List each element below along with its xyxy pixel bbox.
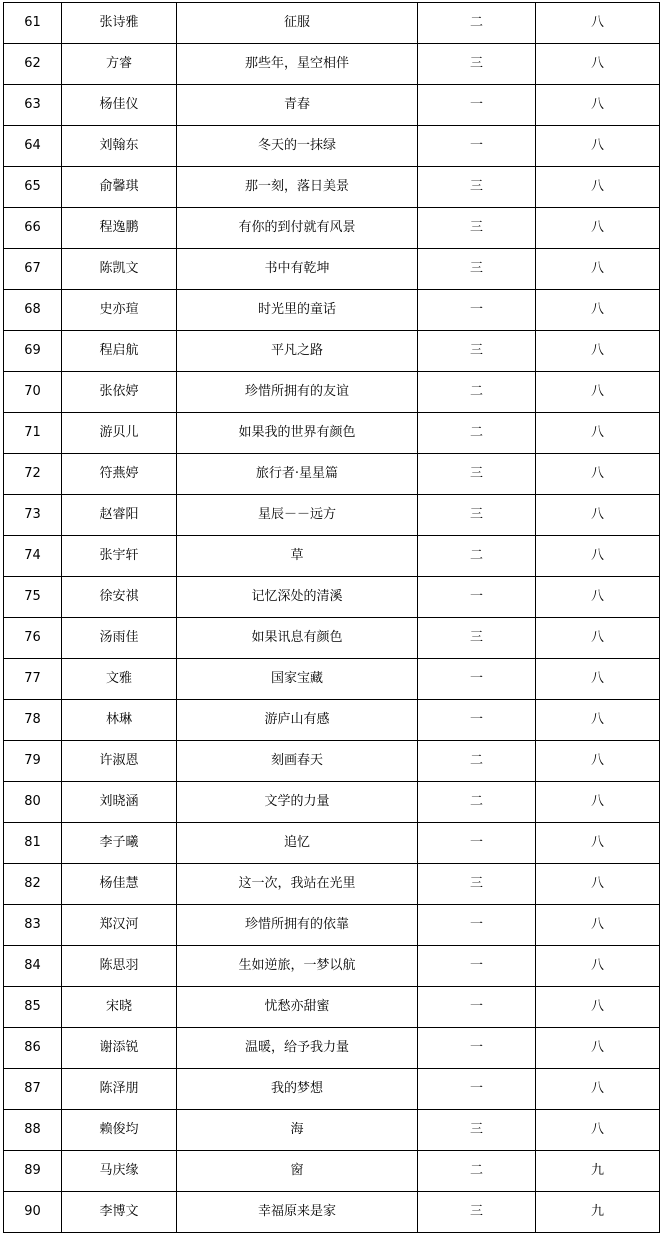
table-cell-class: 八 <box>536 618 660 659</box>
table-cell-grade: 三 <box>418 331 536 372</box>
table-cell-name: 刘晓涵 <box>62 782 177 823</box>
table-cell-title: 征服 <box>177 3 418 44</box>
table-cell-index: 68 <box>4 290 62 331</box>
table-row <box>4 1151 660 1192</box>
table-cell-index: 90 <box>4 1192 62 1233</box>
table-cell-class: 八 <box>536 700 660 741</box>
table-cell-class: 八 <box>536 44 660 85</box>
table-cell-index: 74 <box>4 536 62 577</box>
table-cell-index: 63 <box>4 85 62 126</box>
table-cell-index: 64 <box>4 126 62 167</box>
table-cell-name: 张依婷 <box>62 372 177 413</box>
table-cell-name: 杨佳仪 <box>62 85 177 126</box>
table-cell-title: 冬天的一抹绿 <box>177 126 418 167</box>
entry-table <box>3 2 660 1233</box>
table-cell-name: 杨佳慧 <box>62 864 177 905</box>
table-row <box>4 741 660 782</box>
table-row <box>4 659 660 700</box>
table-cell-name: 赵睿阳 <box>62 495 177 536</box>
table-cell-index: 82 <box>4 864 62 905</box>
table-cell-grade: 三 <box>418 454 536 495</box>
table-cell-class: 八 <box>536 1110 660 1151</box>
table-row <box>4 3 660 44</box>
table-cell-name: 文雅 <box>62 659 177 700</box>
table-cell-class: 九 <box>536 1192 660 1233</box>
table-cell-class: 八 <box>536 331 660 372</box>
table-cell-name: 陈思羽 <box>62 946 177 987</box>
table-row <box>4 536 660 577</box>
table-cell-grade: 一 <box>418 577 536 618</box>
table-cell-grade: 三 <box>418 167 536 208</box>
table-cell-grade: 二 <box>418 782 536 823</box>
table-cell-name: 俞馨琪 <box>62 167 177 208</box>
table-cell-class: 八 <box>536 208 660 249</box>
table-cell-grade: 二 <box>418 1151 536 1192</box>
table-cell-index: 76 <box>4 618 62 659</box>
table-cell-name: 李子曦 <box>62 823 177 864</box>
table-cell-title: 有你的到付就有风景 <box>177 208 418 249</box>
table-cell-grade: 二 <box>418 536 536 577</box>
table-cell-title: 文学的力量 <box>177 782 418 823</box>
table-cell-grade: 三 <box>418 208 536 249</box>
table-row <box>4 495 660 536</box>
table-cell-class: 八 <box>536 741 660 782</box>
table-row <box>4 44 660 85</box>
table-row <box>4 782 660 823</box>
table-cell-title: 记忆深处的清溪 <box>177 577 418 618</box>
table-cell-name: 张诗雅 <box>62 3 177 44</box>
table-row <box>4 987 660 1028</box>
table-cell-name: 谢添锐 <box>62 1028 177 1069</box>
table-cell-name: 史亦瑄 <box>62 290 177 331</box>
table-cell-class: 八 <box>536 167 660 208</box>
table-row <box>4 167 660 208</box>
table-cell-grade: 一 <box>418 290 536 331</box>
table-cell-class: 八 <box>536 987 660 1028</box>
table-cell-grade: 二 <box>418 3 536 44</box>
table-cell-index: 71 <box>4 413 62 454</box>
table-cell-grade: 三 <box>418 495 536 536</box>
table-cell-grade: 一 <box>418 126 536 167</box>
table-cell-title: 旅行者·星星篇 <box>177 454 418 495</box>
table-row <box>4 208 660 249</box>
table-cell-class: 九 <box>536 1151 660 1192</box>
table-cell-name: 张宇轩 <box>62 536 177 577</box>
table-cell-name: 游贝儿 <box>62 413 177 454</box>
table-cell-class: 八 <box>536 782 660 823</box>
table-cell-grade: 二 <box>418 413 536 454</box>
table-row <box>4 331 660 372</box>
table-cell-class: 八 <box>536 126 660 167</box>
table-row <box>4 823 660 864</box>
table-cell-class: 八 <box>536 905 660 946</box>
table-cell-index: 69 <box>4 331 62 372</box>
table-cell-title: 生如逆旅，一梦以航 <box>177 946 418 987</box>
table-cell-index: 77 <box>4 659 62 700</box>
table-row <box>4 126 660 167</box>
table-cell-title: 如果讯息有颜色 <box>177 618 418 659</box>
table-row <box>4 372 660 413</box>
entry-table-body <box>4 3 660 1233</box>
table-cell-title: 时光里的童话 <box>177 290 418 331</box>
table-cell-index: 72 <box>4 454 62 495</box>
table-cell-grade: 一 <box>418 1069 536 1110</box>
table-cell-title: 幸福原来是家 <box>177 1192 418 1233</box>
table-row <box>4 905 660 946</box>
table-cell-title: 温暖，给予我力量 <box>177 1028 418 1069</box>
table-cell-grade: 一 <box>418 700 536 741</box>
table-cell-grade: 二 <box>418 741 536 782</box>
table-cell-title: 青春 <box>177 85 418 126</box>
table-row <box>4 700 660 741</box>
table-cell-grade: 一 <box>418 987 536 1028</box>
table-cell-index: 84 <box>4 946 62 987</box>
table-cell-class: 八 <box>536 290 660 331</box>
table-row <box>4 290 660 331</box>
table-cell-class: 八 <box>536 495 660 536</box>
table-cell-grade: 三 <box>418 864 536 905</box>
table-cell-index: 73 <box>4 495 62 536</box>
table-cell-index: 81 <box>4 823 62 864</box>
table-cell-class: 八 <box>536 85 660 126</box>
table-cell-index: 87 <box>4 1069 62 1110</box>
table-cell-index: 66 <box>4 208 62 249</box>
table-cell-class: 八 <box>536 1069 660 1110</box>
table-cell-grade: 二 <box>418 372 536 413</box>
table-cell-class: 八 <box>536 536 660 577</box>
table-cell-class: 八 <box>536 577 660 618</box>
table-cell-title: 珍惜所拥有的依靠 <box>177 905 418 946</box>
table-cell-name: 陈泽朋 <box>62 1069 177 1110</box>
table-cell-class: 八 <box>536 864 660 905</box>
table-cell-title: 刻画春天 <box>177 741 418 782</box>
table-cell-title: 游庐山有感 <box>177 700 418 741</box>
table-cell-name: 陈凯文 <box>62 249 177 290</box>
table-row <box>4 618 660 659</box>
table-row <box>4 946 660 987</box>
table-cell-index: 61 <box>4 3 62 44</box>
table-cell-class: 八 <box>536 659 660 700</box>
table-cell-title: 忧愁亦甜蜜 <box>177 987 418 1028</box>
table-cell-name: 赖俊均 <box>62 1110 177 1151</box>
table-cell-index: 79 <box>4 741 62 782</box>
table-cell-title: 平凡之路 <box>177 331 418 372</box>
table-cell-grade: 三 <box>418 1110 536 1151</box>
table-cell-grade: 一 <box>418 1028 536 1069</box>
table-cell-title: 国家宝藏 <box>177 659 418 700</box>
table-cell-grade: 三 <box>418 618 536 659</box>
table-row <box>4 85 660 126</box>
table-cell-name: 徐安祺 <box>62 577 177 618</box>
table-cell-index: 88 <box>4 1110 62 1151</box>
table-cell-index: 67 <box>4 249 62 290</box>
table-cell-grade: 一 <box>418 659 536 700</box>
table-row <box>4 577 660 618</box>
table-cell-name: 程启航 <box>62 331 177 372</box>
table-row <box>4 1069 660 1110</box>
table-cell-grade: 一 <box>418 946 536 987</box>
table-cell-title: 书中有乾坤 <box>177 249 418 290</box>
table-cell-name: 程逸鹏 <box>62 208 177 249</box>
table-row <box>4 1110 660 1151</box>
table-cell-title: 那一刻，落日美景 <box>177 167 418 208</box>
table-cell-name: 宋晓 <box>62 987 177 1028</box>
table-cell-class: 八 <box>536 413 660 454</box>
table-cell-name: 方睿 <box>62 44 177 85</box>
table-cell-name: 马庆缘 <box>62 1151 177 1192</box>
table-cell-grade: 一 <box>418 85 536 126</box>
table-cell-name: 林琳 <box>62 700 177 741</box>
table-cell-name: 符燕婷 <box>62 454 177 495</box>
table-cell-class: 八 <box>536 823 660 864</box>
table-cell-title: 我的梦想 <box>177 1069 418 1110</box>
table-cell-index: 78 <box>4 700 62 741</box>
table-cell-index: 80 <box>4 782 62 823</box>
table-cell-index: 89 <box>4 1151 62 1192</box>
table-cell-index: 65 <box>4 167 62 208</box>
table-cell-class: 八 <box>536 454 660 495</box>
document-page <box>0 2 639 1220</box>
table-cell-title: 海 <box>177 1110 418 1151</box>
table-cell-index: 85 <box>4 987 62 1028</box>
table-row <box>4 413 660 454</box>
table-row <box>4 1028 660 1069</box>
table-cell-grade: 一 <box>418 823 536 864</box>
table-cell-grade: 三 <box>418 44 536 85</box>
table-cell-name: 汤雨佳 <box>62 618 177 659</box>
table-cell-title: 星辰－－远方 <box>177 495 418 536</box>
table-cell-title: 珍惜所拥有的友谊 <box>177 372 418 413</box>
table-cell-title: 这一次，我站在光里 <box>177 864 418 905</box>
table-cell-title: 窗 <box>177 1151 418 1192</box>
table-cell-name: 许淑恩 <box>62 741 177 782</box>
table-cell-title: 追忆 <box>177 823 418 864</box>
table-cell-class: 八 <box>536 1028 660 1069</box>
table-row <box>4 864 660 905</box>
table-cell-class: 八 <box>536 946 660 987</box>
table-cell-grade: 三 <box>418 1192 536 1233</box>
table-cell-index: 70 <box>4 372 62 413</box>
table-cell-title: 如果我的世界有颜色 <box>177 413 418 454</box>
table-cell-name: 刘翰东 <box>62 126 177 167</box>
table-cell-class: 八 <box>536 372 660 413</box>
table-cell-name: 郑汉河 <box>62 905 177 946</box>
table-cell-grade: 三 <box>418 249 536 290</box>
table-cell-index: 62 <box>4 44 62 85</box>
table-cell-class: 八 <box>536 3 660 44</box>
table-row <box>4 454 660 495</box>
table-cell-title: 那些年，星空相伴 <box>177 44 418 85</box>
table-cell-class: 八 <box>536 249 660 290</box>
table-cell-index: 83 <box>4 905 62 946</box>
table-cell-name: 李博文 <box>62 1192 177 1233</box>
table-cell-title: 草 <box>177 536 418 577</box>
table-cell-grade: 一 <box>418 905 536 946</box>
table-cell-index: 86 <box>4 1028 62 1069</box>
table-cell-index: 75 <box>4 577 62 618</box>
table-row <box>4 1192 660 1233</box>
table-row <box>4 249 660 290</box>
